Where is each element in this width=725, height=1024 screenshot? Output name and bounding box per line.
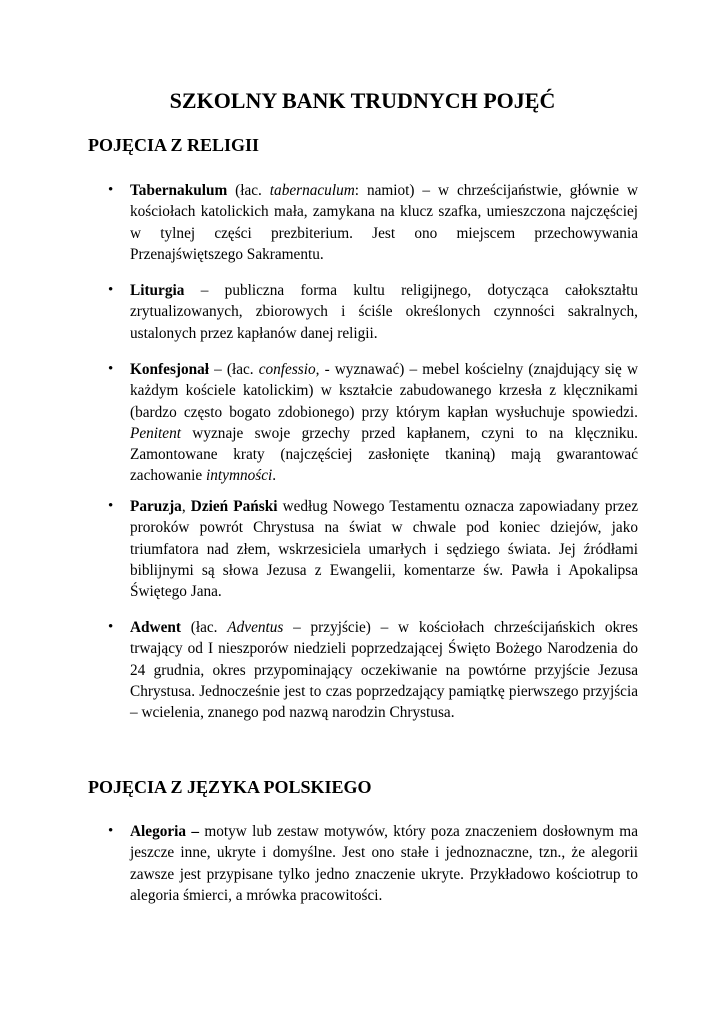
bullet-icon: • (108, 182, 114, 198)
definition-item-konfesjonal (108, 359, 638, 487)
definition-text: według Nowego Testamentu oznacza zapowiadany przez proroków powrót Chrystusa na świat w chwale pod koniec dziejów, jako triumfatora nad złem, wskrzesiciela umarłych i sędziego świata. Jej źródłami biblijnymi są słowa Jezusa z Ewangelii, komentarze św. Pawła i Apokalipsa Świętego Jana. (130, 498, 639, 601)
definition-item-paruzja (108, 496, 639, 602)
definition-text: . (272, 467, 277, 485)
bullet-icon: • (108, 823, 114, 839)
definition-item-alegoria (108, 821, 638, 906)
definition-item-tabernakulum (108, 180, 638, 265)
definition-text: – publiczna forma kultu religijnego, dotycząca całokształtu zrytualizowanych, zbiorowych i ściśle określonych czynności sakralnych, ustalonych przez kapłanów danej religii. (130, 282, 638, 342)
separator: , (181, 498, 191, 515)
term: Paruzja (130, 498, 182, 515)
definition-text: - wyznawać) – mebel kościelny (znajdujący się w każdym kościele katolickim) w kształcie zabudowanego krzesła z klęcznikami (bardzo często bogato zdobionego) przy którym kapłan wysłuchuje spowiedzi. (130, 361, 638, 421)
bullet-icon: • (108, 282, 114, 298)
latin-term: tabernaculum (269, 182, 355, 199)
definition-text: motyw lub zestaw motywów, który poza znaczeniem dosłownym ma jeszcze inne, ukryte i domyślne. Jest ono stałe i jednoznaczne, tzn., że alegorii zawsze jest przypisane tylko jedno znaczenie ukryte. Przykładowo kościotrup to alegoria śmierci, a mrówka pracowitości. (130, 823, 638, 904)
term: Alegoria – (130, 823, 200, 840)
bullet-icon: • (108, 361, 114, 377)
definition-text: – przyjście) – w kościołach chrześcijańskich okres trwający od I nieszporów niedzieli poprzedzającej Święto Bożego Narodzenia do 24 grudnia, okres przypominający oczekiwanie na powtórne przyjście Jezusa Chrystusa. Jednocześnie jest to czas poprzedzający pamiątkę pierwszego przyjścia – wcielenia, znanego pod nazwą narodzin Chrystusa. (130, 619, 638, 722)
bullet-icon: • (108, 619, 114, 635)
definition-item-adwent (108, 617, 638, 723)
term: Adwent (130, 619, 181, 636)
italic-word: intymności (206, 467, 273, 485)
section-heading-religion: POJĘCIA Z RELIGII (88, 135, 260, 155)
term: Dzień Pański (190, 498, 278, 515)
term: Konfesjonał (130, 361, 210, 378)
latin-term: Adventus (227, 619, 284, 636)
section-heading-polish-language: POJĘCIA Z JĘZYKA POLSKIEGO (88, 777, 372, 797)
page-title: SZKOLNY BANK TRUDNYCH POJĘĆ (169, 88, 556, 113)
definition-text: (łac. (227, 182, 270, 199)
term: Tabernakulum (130, 182, 228, 199)
definition-text: – (łac. (209, 361, 259, 378)
definition-item-liturgia (108, 280, 638, 344)
definition-text: : namiot) – w chrześcijaństwie, głównie w kościołach katolickich mała, zamykana na klucz szafka, umieszczona najczęściej w tylnej części prezbiterium. Jest ono miejscem przechowywania Przenajświętszego Sakramentu. (130, 182, 638, 263)
term: Liturgia (130, 282, 185, 299)
latin-term: confessio, (258, 361, 320, 378)
definition-text: wyznaje swoje grzechy przed kapłanem, czyni to na klęczniku. Zamontowane kraty (najczęściej zasłonięte tkaniną) mają gwarantować zachowanie (130, 424, 638, 485)
italic-word: Penitent (130, 424, 181, 442)
definition-text: (łac. (181, 619, 228, 636)
bullet-icon: • (108, 498, 114, 514)
